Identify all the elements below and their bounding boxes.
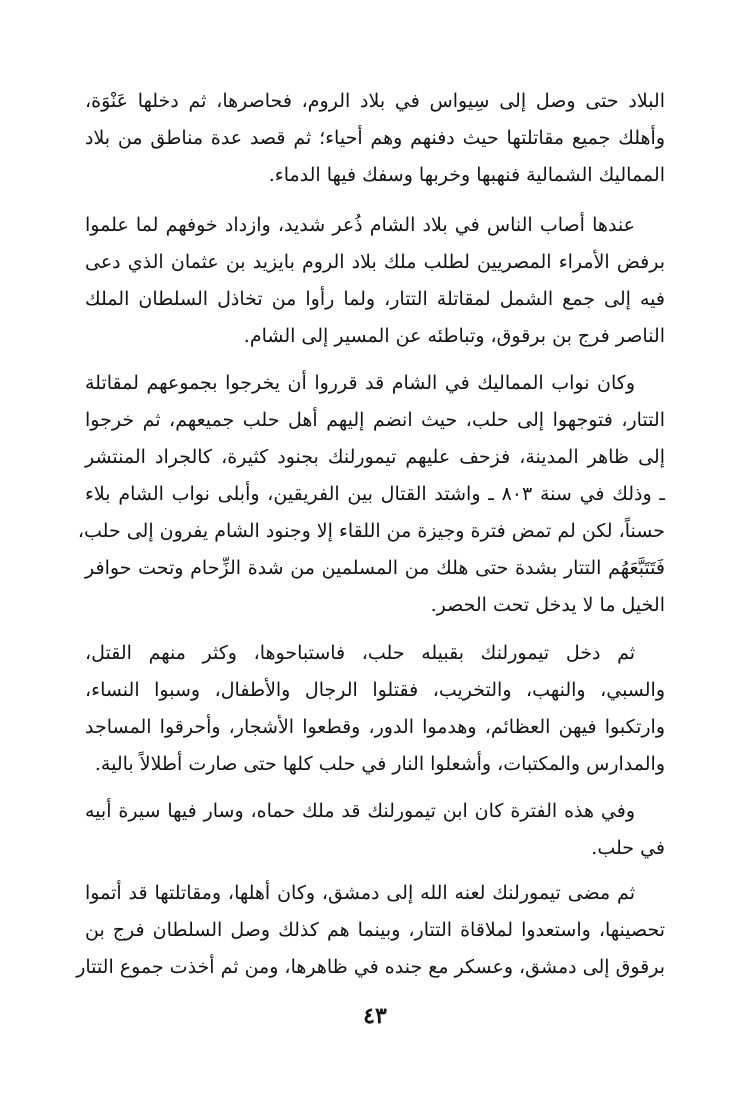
text-line: إلى ظاهر المدينة، فزحف عليهم تيمورلنك بجنود كثيرة، كالجراد المنتشر xyxy=(85,446,665,468)
text-line: ثم مضى تيمورلنك لعنه الله إلى دمشق، وكان أهلها، ومقاتلتها قد أتموا xyxy=(85,882,635,904)
paragraph xyxy=(85,793,665,867)
text-line: حسناً، لكن لم تمض فترة وجيزة من اللقاء إلا وجنود الشام يفرون إلى حلب، xyxy=(77,520,665,542)
text-line: فيه إلى جمع الشمل لمقاتلة التتار، ولما رأوا من تخاذل السلطان الملك xyxy=(85,288,665,310)
text-line: الناصر فرج بن برقوق، وتباطئه عن المسير إلى الشام. xyxy=(243,325,665,347)
text-line: ثم دخل تيمورلنك بقبيله حلب، فاستباحوها، وكثر منهم القتل، xyxy=(85,642,635,664)
paragraph xyxy=(85,207,665,355)
page-number: ٤٣ xyxy=(363,1003,387,1029)
text-line: التتار، فتوجهوا إلى حلب، حيث انضم إليهم أهل حلب جميعهم، ثم خرجوا xyxy=(85,409,665,431)
text-line: في حلب. xyxy=(591,837,665,859)
text-line: وارتكبوا فيهن العظائم، وهدموا الدور، وقطعوا الأشجار، وأحرقوا المساجد xyxy=(85,716,665,738)
text-line: برقوق إلى دمشق، وعسكر مع جنده في ظاهرها، ومن ثم أخذت جموع التتار xyxy=(76,956,665,978)
text-line: تحصينها، واستعدوا لملاقاة التتار، وبينما هم كذلك وصل السلطان فرج بن xyxy=(85,919,665,941)
text-line: عندها أصاب الناس في بلاد الشام ذُعر شديد، وازداد خوفهم لما علموا xyxy=(85,214,635,236)
text-line: وكان نواب المماليك في الشام قد قرروا أن يخرجوا بجموعهم لمقاتلة xyxy=(85,372,635,394)
text-line: وفي هذه الفترة كان ابن تيمورلنك قد ملك حماه، وسار فيها سيرة أبيه xyxy=(85,800,635,822)
paragraph xyxy=(77,365,666,624)
text-line: المماليك الشمالية فنهبها وخربها وسفك فيها الدماء. xyxy=(268,164,665,186)
text-line: وأهلك جميع مقاتلتها حيث دفنهم وهم أحياء؛ ثم قصد عدة مناطق من بلاد xyxy=(85,127,665,149)
text-line: والمدارس والمكتبات، وأشعلوا النار في حلب كلها حتى صارت أطلالاً بالية. xyxy=(94,753,665,775)
paragraph xyxy=(85,83,665,194)
text-line: الخيل ما لا يدخل تحت الحصر. xyxy=(430,594,665,616)
text-line: البلاد حتى وصل إلى سِيواس في بلاد الروم، فحاصرها، ثم دخلها عَنْوَة، xyxy=(85,90,665,112)
paragraph xyxy=(76,875,665,986)
text-line: ـ وذلك في سنة ٨٠٣ ـ واشتد القتال بين الفريقين، وأبلى نواب الشام بلاء xyxy=(85,483,666,505)
text-line: برفض الأمراء المصريين لطلب ملك بلاد الروم بايزيد بن عثمان الذي دعى xyxy=(85,251,665,273)
text-line: والسبي، والنهب، والتخريب، فقتلوا الرجال والأطفال، وسبوا النساء، xyxy=(85,679,665,701)
paragraph xyxy=(85,635,665,783)
text-line: فَتَتَبَّعَهُم التتار بشدة حتى هلك من المسلمين من شدة الزِّحام وتحت حوافر xyxy=(85,557,665,579)
